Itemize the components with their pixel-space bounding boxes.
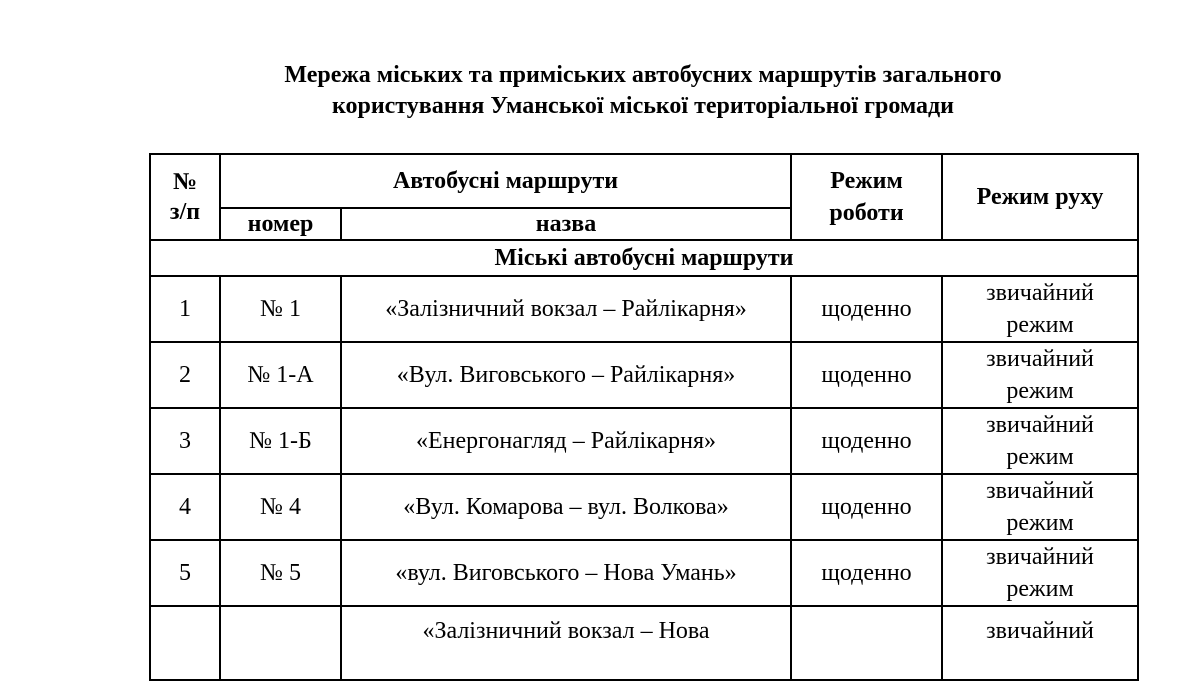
work-mode: щоденно [791,408,942,474]
route-code: № 5 [220,540,341,606]
movement-mode-line1: звичайний [986,544,1094,570]
movement-mode [942,474,1138,540]
movement-mode-line1: звичайний [986,618,1094,644]
header-routes-group: Автобусні маршрути [220,154,791,208]
work-mode: щоденно [791,342,942,408]
header-route-name: назва [341,208,791,240]
header-work-mode [791,154,942,240]
work-mode: щоденно [791,474,942,540]
movement-mode-line1: звичайний [986,478,1094,504]
movement-mode [942,606,1138,680]
row-number: 3 [150,408,220,474]
section-row [150,240,1138,276]
title-line-2: користування Уманської міської територіальної громади [331,93,955,119]
route-name: «Вул. Комарова – вул. Волкова» [341,474,791,540]
movement-mode-line1: звичайний [986,280,1094,306]
row-number: 1 [150,276,220,342]
routes-table [149,153,1139,681]
section-city-routes: Міські автобусні маршрути [150,240,1138,276]
movement-mode-line2: режим [1006,312,1074,338]
table-row [150,474,1138,540]
movement-mode-line2: режим [1006,444,1074,470]
route-name: «Залізничний вокзал – Нова [341,606,791,680]
work-mode [791,606,942,680]
route-code: № 4 [220,474,341,540]
document-title [150,60,1136,122]
movement-mode-line2: режим [1006,510,1074,536]
table-row [150,606,1138,680]
row-number: 2 [150,342,220,408]
movement-mode-line1: звичайний [986,346,1094,372]
route-name: «Залізничний вокзал – Райлікарня» [341,276,791,342]
header-number-line1: № [172,169,198,195]
header-movement-mode: Режим руху [942,154,1138,240]
header-work-mode-line2: роботи [829,200,904,226]
row-number: 4 [150,474,220,540]
row-number: 5 [150,540,220,606]
movement-mode-line1: звичайний [986,412,1094,438]
title-line-1: Мережа міських та приміських автобусних маршрутів загального [284,62,1002,88]
header-route-code: номер [220,208,341,240]
header-number-line2: з/п [169,199,201,225]
table-row [150,276,1138,342]
route-code: № 1-А [220,342,341,408]
table-row [150,408,1138,474]
movement-mode-line2: режим [1006,378,1074,404]
route-code [220,606,341,680]
movement-mode-line2: режим [1006,576,1074,602]
movement-mode [942,342,1138,408]
table-row [150,540,1138,606]
route-name: «Енергонагляд – Райлікарня» [341,408,791,474]
table-row [150,342,1138,408]
table-header-row [150,154,1138,208]
row-number [150,606,220,680]
route-code: № 1 [220,276,341,342]
route-code: № 1-Б [220,408,341,474]
movement-mode [942,276,1138,342]
movement-mode [942,408,1138,474]
header-work-mode-line1: Режим [830,168,903,194]
route-name: «Вул. Виговського – Райлікарня» [341,342,791,408]
work-mode: щоденно [791,276,942,342]
work-mode: щоденно [791,540,942,606]
header-number [150,154,220,240]
movement-mode [942,540,1138,606]
route-name: «вул. Виговського – Нова Умань» [341,540,791,606]
